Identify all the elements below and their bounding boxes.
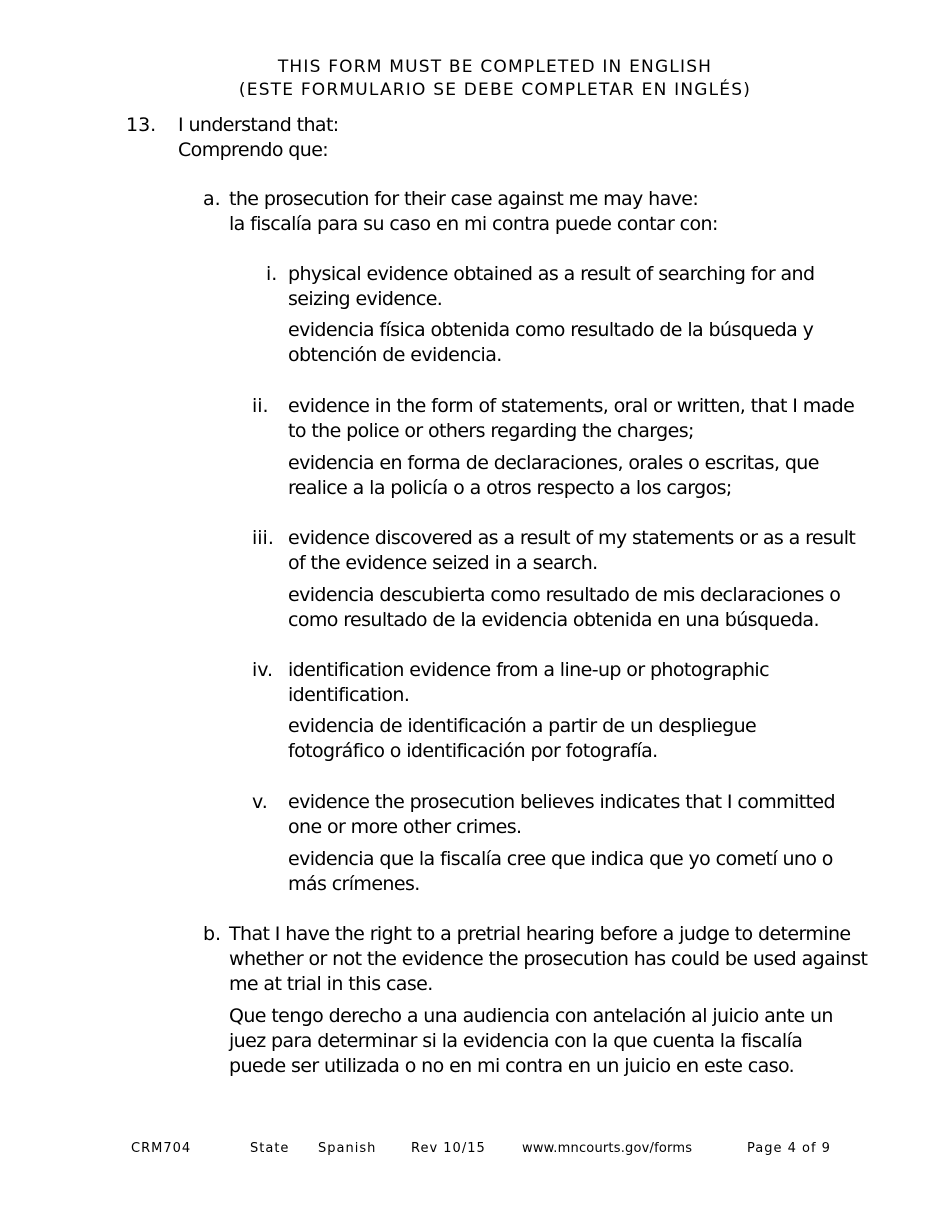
subitem-ii-en-line1: evidence in the form of statements, oral or written, that I made	[288, 395, 855, 417]
footer-jurisdiction: State	[250, 1141, 290, 1156]
item-b-en-line1: That I have the right to a pretrial hearing before a judge to determine	[229, 923, 851, 945]
subitem-iii-es-line2: como resultado de la evidencia obtenida en una búsqueda.	[288, 609, 819, 631]
subitem-iv-en-line1: identification evidence from a line-up or photographic	[288, 659, 769, 681]
subitem-v-en-line1: evidence the prosecution believes indicates that I committed	[288, 791, 835, 813]
item-b-es-line3: puede ser utilizada o no en mi contra en un juicio en este caso.	[229, 1055, 795, 1077]
subitem-iii-es-line1: evidencia descubierta como resultado de mis declaraciones o	[288, 584, 841, 606]
subitem-iii-label: iii.	[252, 527, 274, 549]
subitem-i-en-line2: seizing evidence.	[288, 288, 443, 310]
subitem-iii-en-line2: of the evidence seized in a search.	[288, 552, 598, 574]
subitem-v-label: v.	[252, 791, 268, 813]
subitem-i-es-line2: obtención de evidencia.	[288, 344, 502, 366]
footer-form-id: CRM704	[131, 1141, 192, 1156]
subitem-iv-es-line2: fotográfico o identificación por fotografía.	[288, 740, 658, 762]
item-a-es: la fiscalía para su caso en mi contra puede contar con:	[229, 213, 718, 235]
item-b-es-line1: Que tengo derecho a una audiencia con antelación al juicio ante un	[229, 1005, 833, 1027]
footer-url: www.mncourts.gov/forms	[522, 1141, 693, 1156]
form-header-spanish: (ESTE FORMULARIO SE DEBE COMPLETAR EN INGLÉS)	[238, 80, 752, 100]
section-number: 13.	[126, 114, 157, 136]
section-intro-es: Comprendo que:	[178, 139, 329, 161]
section-intro-en: I understand that:	[178, 114, 339, 136]
subitem-ii-en-line2: to the police or others regarding the charges;	[288, 420, 694, 442]
subitem-iv-en-line2: identification.	[288, 684, 410, 706]
subitem-v-es-line2: más crímenes.	[288, 873, 420, 895]
footer-revision: Rev 10/15	[411, 1141, 486, 1156]
item-b-en-line2: whether or not the evidence the prosecution has could be used against	[229, 948, 868, 970]
subitem-ii-es-line1: evidencia en forma de declaraciones, orales o escritas, que	[288, 452, 819, 474]
subitem-i-en-line1: physical evidence obtained as a result of searching for and	[288, 263, 815, 285]
subitem-v-en-line2: one or more other crimes.	[288, 816, 522, 838]
subitem-ii-es-line2: realice a la policía o a otros respecto a los cargos;	[288, 477, 732, 499]
subitem-iv-label: iv.	[252, 659, 274, 681]
form-header-english: THIS FORM MUST BE COMPLETED IN ENGLISH	[277, 57, 713, 77]
subitem-iii-en-line1: evidence discovered as a result of my statements or as a result	[288, 527, 856, 549]
footer-language: Spanish	[318, 1141, 377, 1156]
subitem-ii-label: ii.	[252, 395, 269, 417]
item-b-es-line2: juez para determinar si la evidencia con la que cuenta la fiscalía	[229, 1030, 803, 1052]
item-a-label: a.	[203, 188, 221, 210]
item-b-label: b.	[203, 923, 222, 945]
item-a-en: the prosecution for their case against me may have:	[229, 188, 699, 210]
subitem-v-es-line1: evidencia que la fiscalía cree que indica que yo cometí uno o	[288, 848, 833, 870]
subitem-i-es-line1: evidencia física obtenida como resultado de la búsqueda y	[288, 319, 814, 341]
item-b-en-line3: me at trial in this case.	[229, 973, 433, 995]
subitem-i-label: i.	[266, 263, 278, 285]
subitem-iv-es-line1: evidencia de identificación a partir de un despliegue	[288, 715, 757, 737]
footer-page-number: Page 4 of 9	[747, 1141, 831, 1156]
